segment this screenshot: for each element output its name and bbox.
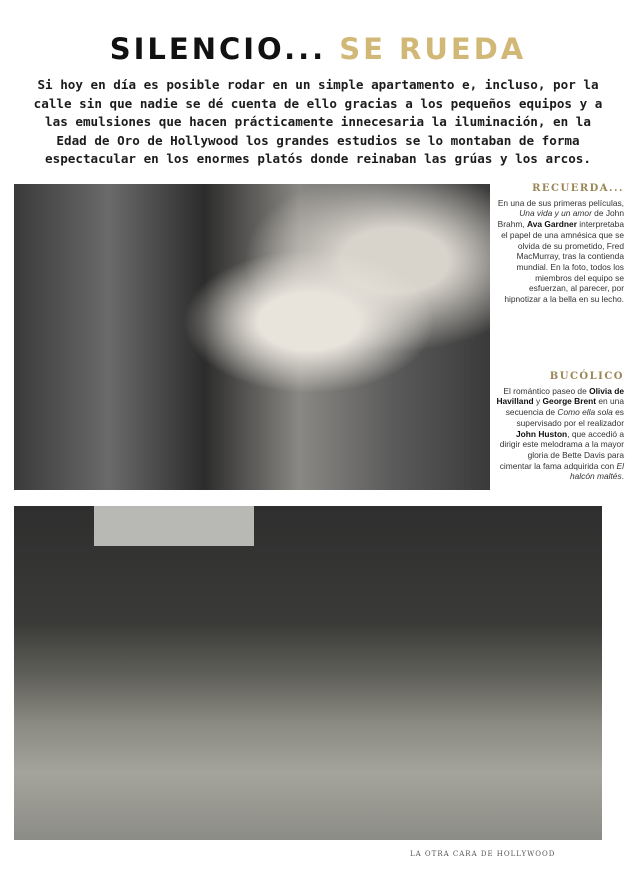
film-title: Como ella sola: [557, 407, 613, 418]
film-title: Una vida y un amor: [519, 208, 592, 219]
photo-film-set-bedroom: [14, 184, 490, 490]
actor-name: George Brent: [542, 396, 597, 407]
caption-text: de John Brahm,: [497, 208, 624, 230]
caption-text: y: [533, 396, 543, 407]
caption-text: , que accedió a dirigir este melodrama a la mayor gloria de Bette Davis para cimentar la fama adquirida con: [499, 428, 624, 471]
caption-heading: RECUERDA...: [532, 183, 624, 194]
caption-text: es supervisado por el realizador: [516, 407, 624, 428]
title-part-1: SILENCIO...: [109, 32, 327, 66]
director-name: John Huston: [516, 428, 568, 439]
lead-paragraph: Si hoy en día es posible rodar en un simple apartamento e, incluso, por la calle sin que nadie se dé cuenta de ello gracias a los pequeños equipos y a las emulsiones que hacen prácticamente innecesaria la iluminación, en la Edad de Oro de Hollywood los grandes estudios se lo montaban de forma espectacular en los enormes platós donde reinaban las grúas y los arcos.: [33, 77, 603, 166]
caption-recuerda: [496, 184, 624, 305]
page-footer: LA OTRA CARA DE HOLLYWOOD: [410, 850, 556, 858]
caption-text: En una de sus primeras películas,: [497, 197, 624, 208]
page-title: [0, 32, 636, 66]
photo-outdoor-film-set: [14, 506, 602, 840]
film-title: El halcón maltés: [569, 460, 624, 482]
caption-text: interpretaba el papel de una amnésica que se olvida de su prometido, Fred MacMurray, tras la contienda mundial. En la foto, todos los miembros del equipo se esfuerzan, al parecer, por hipnotizar a la bella en su lecho.: [501, 219, 624, 305]
sky-area: [94, 506, 254, 546]
caption-bucolico: [496, 372, 624, 482]
actor-name: Olivia de Havilland: [496, 385, 624, 407]
caption-text: .: [621, 471, 624, 482]
title-part-2: SE RUEDA: [339, 32, 527, 66]
caption-text: en una secuencia de: [505, 396, 624, 418]
actor-name: Ava Gardner: [527, 219, 577, 230]
caption-heading: BUCÓLICO: [549, 371, 624, 382]
caption-text: El romántico paseo de: [503, 385, 590, 396]
